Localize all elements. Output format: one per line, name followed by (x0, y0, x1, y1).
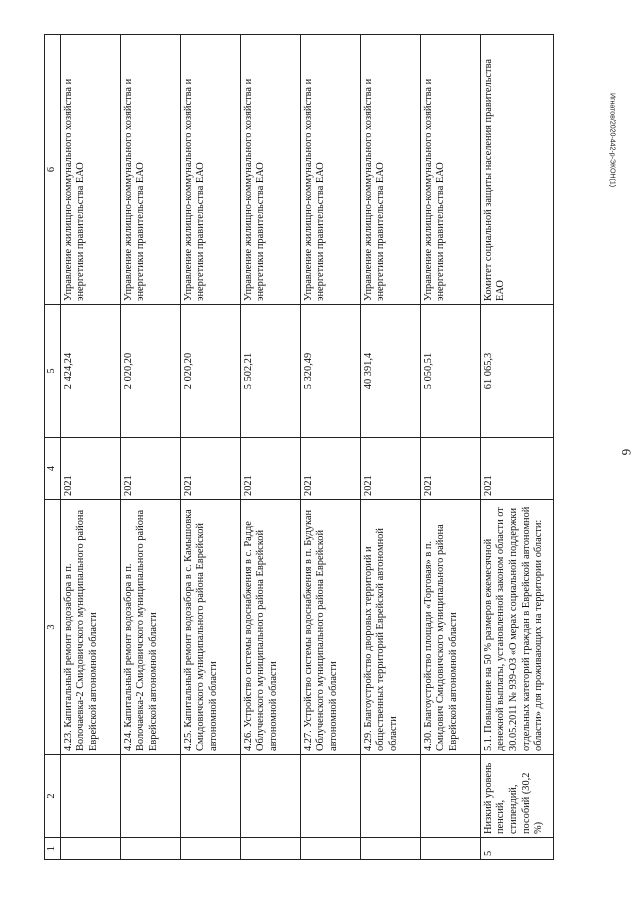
responsible-cell: Управление жилищно-коммунального хозяйства и энергетики правительства ЕАО (300, 35, 360, 305)
problem-cell (60, 755, 120, 838)
responsible-cell: Управление жилищно-коммунального хозяйства и энергетики правительства ЕАО (240, 35, 300, 305)
measure-cell: 4.27. Устройство системы водоснабжения в п. Будукан Облученского муниципального района Еврейской автономной области (300, 500, 360, 755)
amount-cell: 61 065,3 (480, 305, 553, 438)
measures-table (44, 34, 554, 860)
responsible-cell: Управление жилищно-коммунального хозяйства и энергетики правительства ЕАО (60, 35, 120, 305)
amount-cell: 5 502,21 (240, 305, 300, 438)
responsible-cell: Управление жилищно-коммунального хозяйства и энергетики правительства ЕАО (420, 35, 480, 305)
table-row (360, 35, 420, 860)
row-number-cell (180, 838, 240, 860)
amount-cell: 5 050,51 (420, 305, 480, 438)
header-cell: 1 (45, 838, 61, 860)
responsible-cell: Комитет социальной защиты населения правительства ЕАО (480, 35, 553, 305)
year-cell: 2021 (480, 438, 553, 500)
measure-cell: 4.25. Капитальный ремонт водозабора в с. Камышовка Смидовичского муниципального района Еврейской автономной области (180, 500, 240, 755)
problem-cell: Низкий уровень пенсий, стипендий, пособий (30,2 %) (480, 755, 553, 838)
year-cell: 2021 (60, 438, 120, 500)
problem-cell (240, 755, 300, 838)
year-cell: 2021 (300, 438, 360, 500)
responsible-cell: Управление жилищно-коммунального хозяйства и энергетики правительства ЕАО (120, 35, 180, 305)
row-number-cell: 5 (480, 838, 553, 860)
measure-cell: 4.29. Благоустройство дворовых территорий и общественных территорий Еврейской автономной области (360, 500, 420, 755)
table-row (60, 35, 120, 860)
row-number-cell (300, 838, 360, 860)
row-number-cell (240, 838, 300, 860)
page-number: 6 (619, 448, 634, 456)
problem-cell (360, 755, 420, 838)
problem-cell (420, 755, 480, 838)
measure-cell: 4.24. Капитальный ремонт водозабора в п. Волочаевка-2 Смидовичского муниципального района Еврейской автономной области (120, 500, 180, 755)
measure-cell: 4.23. Капитальный ремонт водозабора в п. Волочаевка-2 Смидовичского муниципального района Еврейской автономной области (60, 500, 120, 755)
table-row (180, 35, 240, 860)
responsible-cell: Управление жилищно-коммунального хозяйства и энергетики правительства ЕАО (360, 35, 420, 305)
amount-cell: 2 424,24 (60, 305, 120, 438)
amount-cell: 5 320,49 (300, 305, 360, 438)
row-number-cell (420, 838, 480, 860)
responsible-cell: Управление жилищно-коммунального хозяйства и энергетики правительства ЕАО (180, 35, 240, 305)
row-number-cell (60, 838, 120, 860)
table-row (240, 35, 300, 860)
table-row (420, 35, 480, 860)
amount-cell: 2 020,20 (120, 305, 180, 438)
rotated-table-container (44, 35, 589, 860)
header-cell: 3 (45, 500, 61, 755)
year-cell: 2021 (240, 438, 300, 500)
row-number-cell (120, 838, 180, 860)
header-cell: 2 (45, 755, 61, 838)
problem-cell (120, 755, 180, 838)
year-cell: 2021 (360, 438, 420, 500)
table-row (120, 35, 180, 860)
table-row (300, 35, 360, 860)
table-row (480, 35, 553, 860)
measure-cell: 4.26. Устройство системы водоснабжения в с. Радде Облученского муниципального района Еврейской автономной области (240, 500, 300, 755)
problem-cell (180, 755, 240, 838)
header-row (45, 35, 61, 860)
header-cell: 6 (45, 35, 61, 305)
year-cell: 2021 (420, 438, 480, 500)
header-cell: 4 (45, 438, 61, 500)
measure-cell: 4.30. Благоустройство площади «Торговая» в п. Смидович Смидовичского муниципального района Еврейской автономной области (420, 500, 480, 755)
amount-cell: 2 020,20 (180, 305, 240, 438)
year-cell: 2021 (180, 438, 240, 500)
amount-cell: 40 391,4 (360, 305, 420, 438)
header-cell: 5 (45, 305, 61, 438)
problem-cell (300, 755, 360, 838)
year-cell: 2021 (120, 438, 180, 500)
measure-cell: 5.1. Повышение на 50 % размеров ежемесячной денежной выплаты, установленной законом области от 30.05.2011 № 939-ОЗ «О мерах социальной поддержки отдельных категорий граждан в Еврейской автономной области» для проживающих на территории области: (480, 500, 553, 755)
document-code: Игнатов/2020-442-р-ЭКОН(1) (608, 92, 616, 188)
row-number-cell (360, 838, 420, 860)
